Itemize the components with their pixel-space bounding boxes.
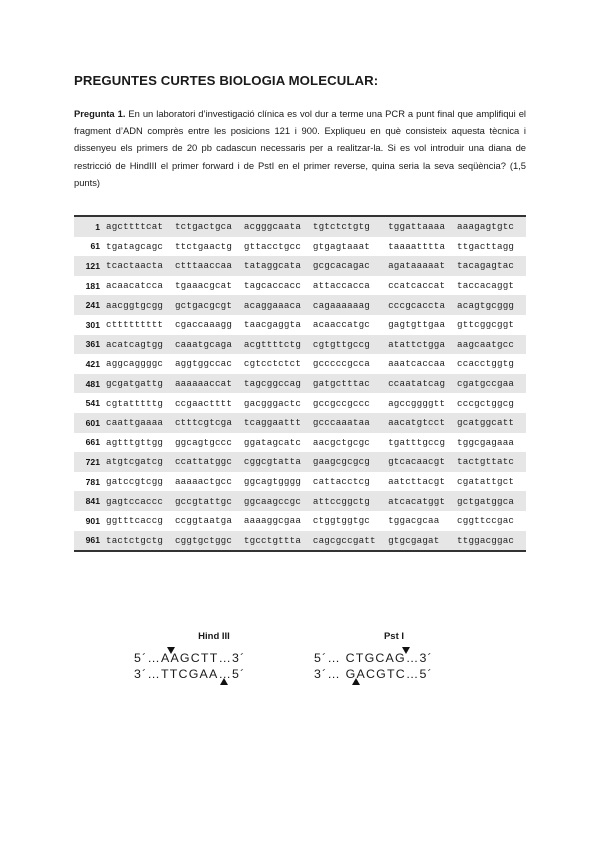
sequence-chunk: gcccccgcca [312, 358, 370, 370]
sequence-chunk: gttcggcggt [457, 319, 515, 331]
sequence-chunk: aaaaactgcc [174, 476, 233, 488]
sequence-table-body [74, 216, 526, 551]
sequence-chunk: ccacctggtg [457, 358, 515, 370]
sequence-row [74, 315, 526, 335]
enzyme-top-strand [134, 650, 294, 666]
sequence-chunk: gccgtattgc [175, 491, 244, 511]
sequence-row [74, 276, 526, 296]
sequence-position: 61 [90, 241, 100, 252]
sequence-position: 361 [74, 335, 106, 355]
sequence-position: 121 [74, 256, 106, 276]
top-strand-text: 5´… CTGCAG…3´ [314, 651, 433, 665]
sequence-chunk: ccgaactttt [174, 397, 233, 409]
sequence-chunk: ttgacttagg [457, 240, 515, 252]
sequence-chunk: aacgctgcgc [312, 436, 370, 448]
sequence-chunk: cgaccaaagg [174, 319, 233, 331]
sequence-chunk: tacagagtac [457, 256, 526, 276]
sequence-position: 1 [74, 216, 106, 237]
sequence-position: 601 [74, 413, 106, 433]
cut-site-arrow-down-icon [167, 647, 175, 654]
sequence-position: 661 [85, 437, 100, 448]
sequence-chunk: tcaggaattt [244, 413, 313, 433]
cut-site-arrow-up-icon [352, 678, 360, 685]
sequence-chunk: caattgaaaa [106, 413, 175, 433]
sequence-chunk: gatgctttac [313, 374, 388, 394]
sequence-chunk: taaaatttta [388, 240, 446, 252]
enzyme-name: Pst I [383, 631, 405, 642]
sequence-chunk: gatccgtcgg [106, 476, 164, 488]
sequence-row [74, 511, 526, 531]
sequence-chunk: tagcggccag [244, 374, 313, 394]
sequence-chunk: taccacaggt [457, 280, 515, 292]
sequence-row [74, 413, 526, 433]
sequence-chunk: acgggcaata [244, 216, 313, 237]
sequence-chunk: cattacctcg [312, 476, 370, 488]
enzyme-name: Hind III [198, 631, 230, 642]
sequence-chunk: cttttttttt [106, 319, 164, 331]
sequence-chunk: tataggcata [244, 256, 313, 276]
sequence-chunk: gtcacaacgt [388, 452, 457, 472]
bottom-strand-text: 3´… GACGTC…5´ [314, 667, 433, 681]
sequence-chunk: acaacatcca [106, 280, 164, 292]
sequence-chunk: ccattatggc [175, 452, 244, 472]
sequence-chunk: caaatgcaga [175, 335, 244, 355]
sequence-row [74, 531, 526, 552]
sequence-chunk: aggcaggggc [106, 358, 164, 370]
sequence-position: 421 [85, 358, 100, 369]
sequence-chunk: ccaatatcag [388, 374, 457, 394]
sequence-chunk: aaagagtgtc [457, 216, 526, 237]
sequence-chunk: gttacctgcc [243, 240, 302, 252]
sequence-chunk: tgcctgttta [244, 531, 313, 552]
sequence-chunk: gtgagtaaat [312, 240, 370, 252]
sequence-chunk: ttctgaactg [174, 240, 233, 252]
question-label: Pregunta 1. [74, 108, 126, 119]
sequence-chunk: agcttttcat [106, 216, 175, 237]
sequence-chunk: aagcaatgcc [457, 335, 526, 355]
sequence-chunk: atgtcgatcg [106, 452, 175, 472]
sequence-chunk: tactgttatc [457, 452, 526, 472]
bottom-strand-text: 3´…TTCGAA…5´ [134, 667, 246, 681]
sequence-chunk: tgaaacgcat [174, 280, 233, 292]
enzyme-top-strand [314, 650, 474, 666]
sequence-chunk: cagaaaaaag [313, 295, 388, 315]
sequence-chunk: acaaccatgc [312, 319, 370, 331]
sequence-chunk: tgatagcagc [106, 240, 164, 252]
sequence-chunk: gcatggcatt [457, 413, 526, 433]
sequence-chunk: cgatgccgaa [457, 374, 526, 394]
question-text: En un laboratori d’investigació clínica es vol dur a terme una PCR a punt final que amplifiqui el fragment d’ADN comprès entre les posicions 121 i 900. Expliqueu en què consisteix aquesta tècnica i dissenyeu els primers de 20 pb cadascun necessaris per a realitzar-la. Si es vol introduir una diana de restricció de HindIII el primer forward i de PstI en el primer reverse, quina seria la seva seqüència? (1,5 punts) [74, 108, 526, 188]
sequence-row [74, 393, 526, 413]
sequence-chunk: taacgaggta [243, 319, 302, 331]
enzyme-psti [314, 631, 474, 682]
enzyme-hindiii [134, 631, 294, 682]
sequence-chunk: gccgccgccc [312, 397, 370, 409]
sequence-row [74, 433, 526, 453]
sequence-chunk: cggtgctggc [175, 531, 244, 552]
sequence-chunk: ggatagcatc [243, 436, 302, 448]
sequence-position: 301 [85, 319, 100, 330]
sequence-chunk: ggtttcaccg [106, 515, 164, 527]
sequence-position: 541 [85, 398, 100, 409]
cut-site-arrow-up-icon [220, 678, 228, 685]
sequence-row [74, 237, 526, 257]
sequence-chunk: ctttaaccaa [175, 256, 244, 276]
sequence-chunk: gcccaaataa [313, 413, 388, 433]
sequence-chunk: agataaaaat [388, 256, 457, 276]
sequence-chunk: aacggtgcgg [106, 295, 175, 315]
sequence-position: 181 [85, 280, 100, 291]
sequence-chunk: atcacatggt [388, 491, 457, 511]
sequence-chunk: attaccacca [312, 280, 370, 292]
sequence-chunk: aaaaaaccat [175, 374, 244, 394]
sequence-chunk: cggttccgac [457, 515, 515, 527]
sequence-chunk: ggcagtgggg [243, 476, 302, 488]
sequence-chunk: acagtgcggg [457, 295, 526, 315]
sequence-chunk: cagcgccgatt [313, 531, 388, 552]
sequence-position: 841 [74, 491, 106, 511]
sequence-chunk: cccgcaccta [388, 295, 457, 315]
sequence-table [74, 215, 526, 552]
sequence-chunk: ttggacggac [457, 531, 526, 552]
sequence-chunk: acgttttctg [244, 335, 313, 355]
sequence-chunk: tgtctctgtg [313, 216, 388, 237]
sequence-chunk: gcgatgattg [106, 374, 175, 394]
sequence-chunk: tggcgagaaa [457, 436, 515, 448]
sequence-chunk: agtttgttgg [106, 436, 164, 448]
sequence-row [74, 452, 526, 472]
sequence-chunk: acaggaaaca [244, 295, 313, 315]
sequence-chunk: aacatgtcct [388, 413, 457, 433]
sequence-position: 721 [74, 452, 106, 472]
sequence-chunk: cgatattgct [457, 476, 515, 488]
question-paragraph [74, 105, 526, 191]
sequence-row [74, 354, 526, 374]
sequence-row [74, 256, 526, 276]
cut-site-arrow-down-icon [402, 647, 410, 654]
sequence-chunk: gctgacgcgt [175, 295, 244, 315]
sequence-chunk: agccggggtt [388, 397, 446, 409]
sequence-chunk: gctgatggca [457, 491, 526, 511]
sequence-chunk: cgtcctctct [243, 358, 302, 370]
sequence-row [74, 374, 526, 394]
sequence-position: 961 [74, 531, 106, 552]
sequence-chunk: tctgactgca [175, 216, 244, 237]
sequence-chunk: tactctgctg [106, 531, 175, 552]
sequence-chunk: gaagcgcgcg [313, 452, 388, 472]
sequence-chunk: gagtccaccc [106, 491, 175, 511]
sequence-chunk: acatcagtgg [106, 335, 175, 355]
sequence-chunk: aaaaggcgaa [243, 515, 302, 527]
sequence-chunk: aaatcaccaa [388, 358, 446, 370]
sequence-chunk: gacgggactc [243, 397, 302, 409]
sequence-chunk: tggattaaaa [388, 216, 457, 237]
sequence-chunk: gtgcgagat [388, 531, 457, 552]
sequence-chunk: tagcaccacc [243, 280, 302, 292]
sequence-chunk: aggtggccac [174, 358, 233, 370]
sequence-chunk: atattctgga [388, 335, 457, 355]
enzyme-bottom-strand [134, 666, 294, 682]
sequence-chunk: gagtgttgaa [388, 319, 446, 331]
sequence-chunk: ctggtggtgc [312, 515, 370, 527]
sequence-position: 901 [85, 515, 100, 526]
sequence-chunk: tgatttgccg [388, 436, 446, 448]
sequence-row [74, 491, 526, 511]
sequence-chunk: cggcgtatta [244, 452, 313, 472]
sequence-chunk: tcactaacta [106, 256, 175, 276]
sequence-chunk: tggacgcaa [388, 515, 440, 527]
sequence-chunk: cccgctggcg [457, 397, 515, 409]
sequence-chunk: gcgcacagac [313, 256, 388, 276]
sequence-row [74, 216, 526, 237]
sequence-row [74, 295, 526, 315]
sequence-chunk: attccggctg [313, 491, 388, 511]
page-title: PREGUNTES CURTES BIOLOGIA MOLECULAR: [74, 73, 379, 88]
top-strand-text: 5´…AAGCTT…3´ [134, 651, 246, 665]
sequence-chunk: ggcaagccgc [244, 491, 313, 511]
sequence-chunk: ccggtaatga [174, 515, 233, 527]
sequence-row [74, 335, 526, 355]
sequence-chunk: cgtgttgccg [313, 335, 388, 355]
sequence-chunk: cgtatttttg [106, 397, 164, 409]
sequence-chunk: ctttcgtcga [175, 413, 244, 433]
sequence-position: 781 [85, 476, 100, 487]
enzyme-bottom-strand [314, 666, 474, 682]
sequence-row [74, 472, 526, 492]
sequence-chunk: ggcagtgccc [174, 436, 233, 448]
sequence-position: 481 [74, 374, 106, 394]
sequence-position: 241 [74, 295, 106, 315]
sequence-chunk: ccatcaccat [388, 280, 446, 292]
sequence-chunk: aatcttacgt [388, 476, 446, 488]
